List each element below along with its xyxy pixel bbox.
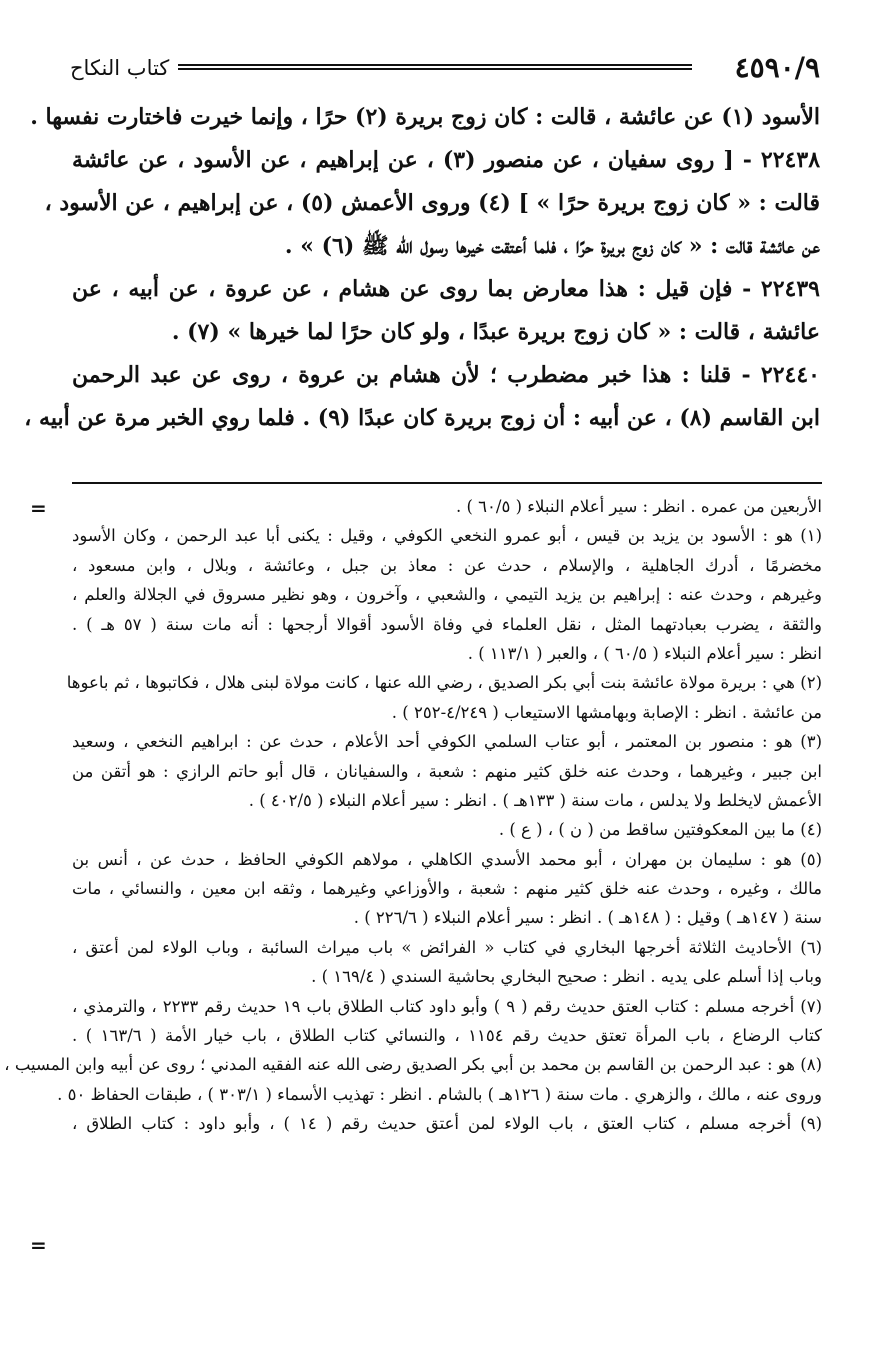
- footnote-line: (٨) هو : عبد الرحمن بن القاسم بن محمد بن أبي بكر الصديق رضى الله عنه الفقيه المدني ؛ روى عن أبيه وابن المسيب ،: [4, 1055, 822, 1075]
- main-text-line: ٢٢٤٣٨ - [ روى سفيان ، عن منصور (٣) ، عن إبراهيم ، عن الأسود ، عن عائشة: [72, 147, 821, 173]
- footnote-line: وروى عنه ، مالك ، والزهري . مات سنة ( ١٢٦هـ ) بالشام . انظر : تهذيب الأسماء ( ٣٠٣/١ ) ، طبقات الحفاظ ٥٠ .: [57, 1084, 822, 1104]
- main-text-line: عائشة ، قالت : « كان زوج بريرة عبدًا ، ولو كان حرًا لما خيرها » (٧) .: [171, 319, 820, 345]
- footnote-line: الأعمش لايخلط ولا يدلس ، مات سنة ( ١٣٣هـ ) . انظر : سير أعلام النبلاء ( ٤٠٢/٥ ) .: [248, 790, 822, 810]
- main-text-line: عن عائشة قالت : « كان زوج بريرة حرًا ، فلما أعتقت خيرها رسول الله ﷺ (٦) » .: [284, 233, 820, 259]
- footnote-line: (٦) الأحاديث الثلاثة أخرجها البخاري في كتاب « الفرائض » باب ميراث السائبة ، وباب الولاء لمن أعتق ،: [72, 937, 822, 957]
- footnote-line: والثقة ، يضرب بعبادتهما المثل ، نقل العلماء في وفاة الأسود أقوالا أرجحها : أنه مات سنة ( ٥٧ هـ ) .: [72, 614, 823, 634]
- footnote-line: (٧) أخرجه مسلم : كتاب العتق حديث رقم ( ٩ ) وأبو داود كتاب الطلاق باب ١٩ حديث رقم ٢٢٣٣ ، والترمذي ،: [72, 996, 822, 1016]
- footnote-line: وباب إذا أسلم على يديه . انظر : صحيح البخاري بحاشية السندي ( ١٦٩/٤ ) .: [311, 967, 822, 987]
- main-text-line: ٢٢٤٤٠ - قلنا : هذا خبر مضطرب ؛ لأن هشام بن عروة ، روى عن عبد الرحمن: [72, 362, 820, 388]
- footnote-line: مالك ، وغيره ، وحدث عنه خلق كثير منهم : شعبة ، والأوزاعي وغيرهما ، وثقه ابن معين ، والنسائي ، مات: [72, 879, 822, 899]
- footnote-line: (٢) هي : بريرة مولاة عائشة بنت أبي بكر الصديق ، رضي الله عنها ، كانت مولاة لبنى هلال ، فكاتبوها ، ثم باعوها: [66, 673, 822, 693]
- footnote-line: (١) هو : الأسود بن يزيد بن قيس ، أبو عمرو النخعي الكوفي ، وقيل : يكنى أبا عبد الرحمن ، وكان الأسود: [72, 526, 822, 546]
- footnote-line: كتاب الرضاع ، باب المرأة تعتق حديث رقم ١١٥٤ ، والنسائي كتاب الطلاق ، باب خيار الأمة ( ١٦٣/٦ ) .: [72, 1026, 822, 1046]
- page-number: ٤٥٩٠/٩: [734, 51, 820, 84]
- footnote-line: (٩) أخرجه مسلم ، كتاب العتق ، باب الولاء لمن أعتق حديث رقم ( ١٤ ) ، وأبو داود : كتاب الطلاق ،: [72, 1114, 822, 1134]
- footnote-separator: [72, 482, 822, 484]
- footnote-line: وغيرهم ، وحدث عنه : إبراهيم بن يزيد التيمي ، والشعبي ، وآخرون ، وهو نظير مسروق في الجلالة والعلم ،: [72, 585, 822, 605]
- footnote-line: (٣) هو : منصور بن المعتمر ، أبو عتاب السلمي الكوفي أحد الأعلام ، حدث عن : ابراهيم النخعي ، وسعيد: [72, 732, 822, 752]
- main-text-line: ابن القاسم (٨) ، عن أبيه : أن زوج بريرة كان عبدًا (٩) . فلما روي الخبر مرة عن أبيه ،: [24, 405, 820, 431]
- header-double-rule: [178, 64, 692, 70]
- footnote-line: (٥) هو : سليمان بن مهران ، أبو محمد الأسدي الكاهلي ، مولاهم الكوفي الحافظ ، حدث عن ، أنس بن: [72, 849, 822, 869]
- main-text-line: ٢٢٤٣٩ - فإن قيل : هذا معارض بما روى عن هشام ، عن عروة ، عن أبيه ، عن: [72, 276, 820, 302]
- footnote-line: من عائشة . انظر : الإصابة وبهامشها الاستيعاب ( ٤/٢٤٩-٢٥٢ ) .: [391, 702, 822, 722]
- footnote-line: انظر : سير أعلام النبلاء ( ٦٠/٥ ) ، والعبر ( ١١٣/١ ) .: [467, 643, 822, 663]
- continuation-mark: =: [30, 496, 47, 520]
- footnote-line: ابن جبير ، وغيرهما ، وحدث عنه خلق كثير منهم : شعبة ، والسفيانان ، قال أبو حاتم الرازي : هو أتقن من: [72, 761, 822, 781]
- page-header: [70, 50, 820, 86]
- footnotes: [4, 492, 823, 1139]
- main-text-line: قالت : « كان زوج بريرة حرًا » ] (٤) وروى الأعمش (٥) ، عن إبراهيم ، عن الأسود ،: [44, 190, 820, 216]
- footnote-line: (٤) ما بين المعكوفتين ساقط من ( ن ) ، ( ع ) .: [498, 820, 822, 840]
- main-text-line: الأسود (١) عن عائشة ، قالت : كان زوج بريرة (٢) حرًا ، وإنما خيرت فاختارت نفسها .: [30, 104, 820, 130]
- footnote-line: مخضرمًا ، أدرك الجاهلية ، والإسلام ، حدث عن : معاذ بن جبل ، وعائشة ، وبلال ، وابن مسعود ،: [72, 555, 822, 575]
- main-text: [24, 96, 821, 440]
- book-title: كتاب النكاح: [70, 56, 170, 80]
- footnote-line: سنة ( ١٤٧هـ ) وقيل : ( ١٤٨هـ ) . انظر : سير أعلام النبلاء ( ٢٢٦/٦ ) .: [353, 908, 822, 928]
- footnote-line: الأربعين من عمره . انظر : سير أعلام النبلاء ( ٦٠/٥ ) .: [456, 497, 822, 516]
- continuation-mark: =: [30, 1233, 47, 1257]
